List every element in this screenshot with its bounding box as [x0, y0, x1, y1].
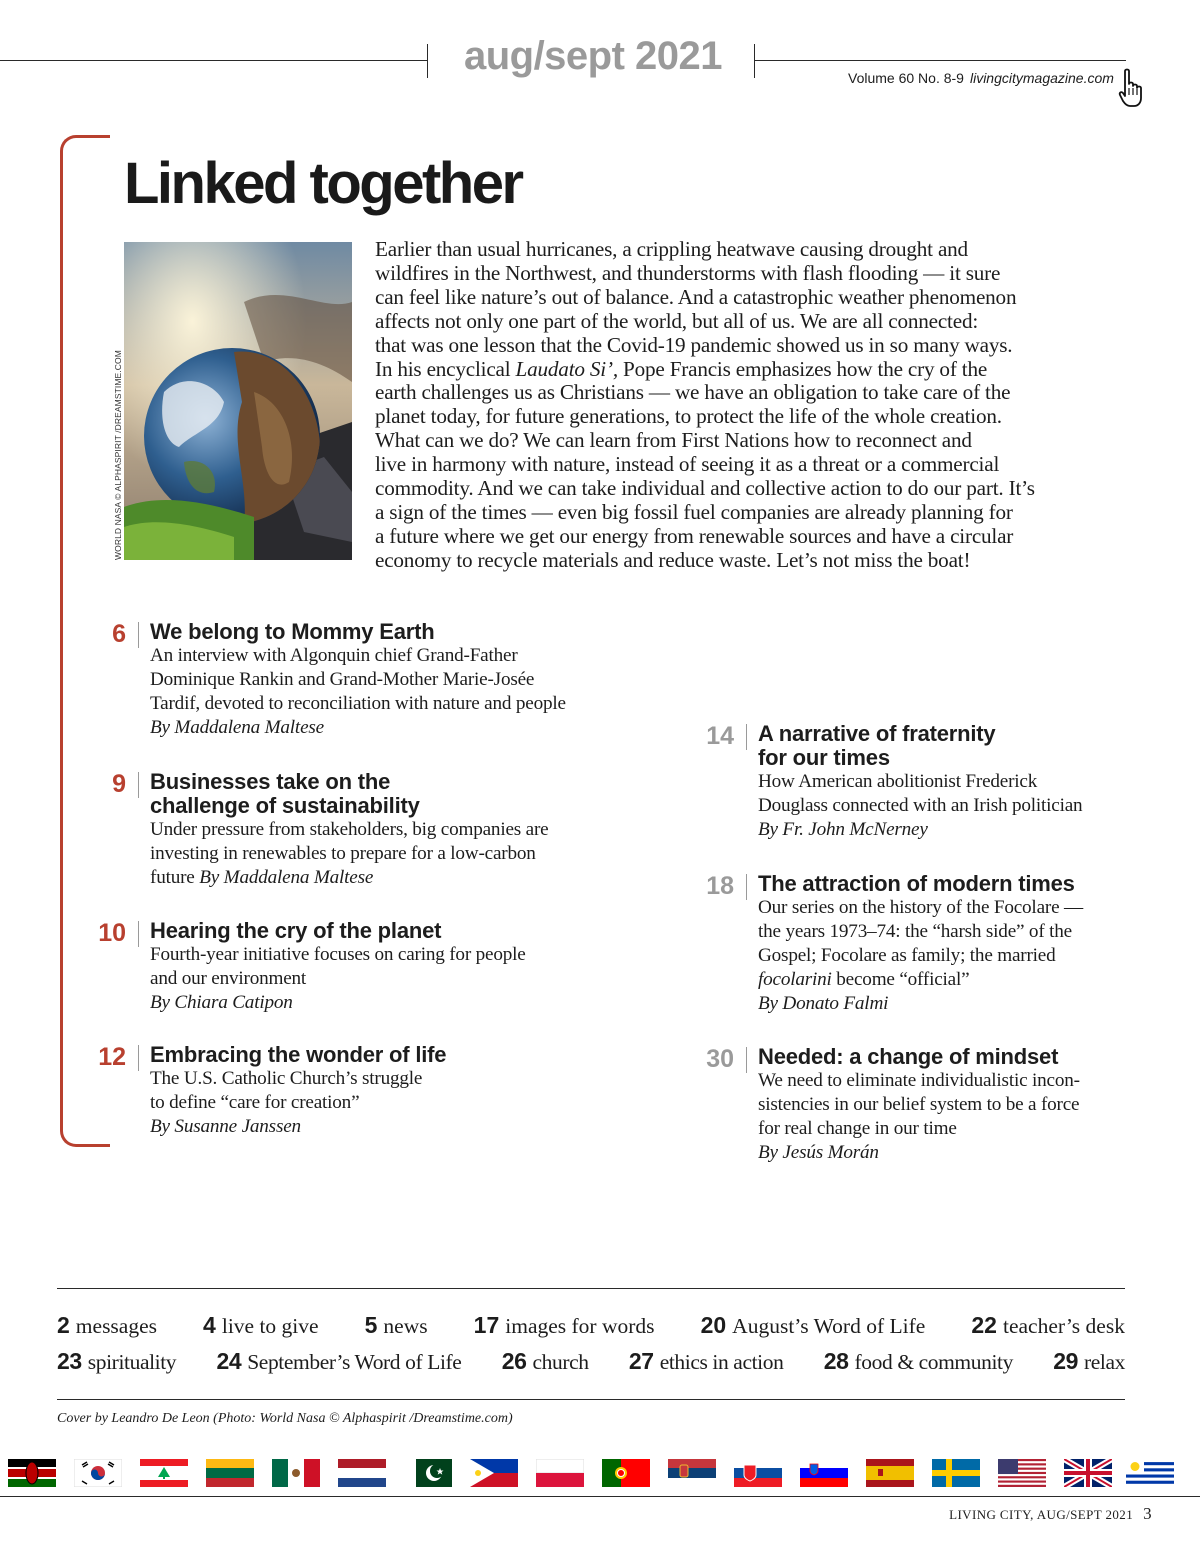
cover-credit: Cover by Leandro De Leon (Photo: World Nasa © Alphaspirit /Dreamstime.com): [57, 1411, 513, 1426]
issue-meta: [848, 70, 1114, 86]
department-name: news: [383, 1314, 428, 1338]
intro-line: affects not only one part of the world, but all of us. We are all connected:: [375, 308, 979, 333]
encyclical-title: Laudato Si’,: [515, 356, 618, 381]
article-desc-line: sistencies in our belief system to be a force: [758, 1094, 1080, 1115]
article-description: [758, 896, 1083, 1016]
article-page-number: 10: [98, 919, 126, 947]
departments-rule-top: [57, 1288, 1125, 1289]
article-desc-line: Tardif, devoted to reconciliation with nature and people: [150, 693, 566, 714]
divider: [746, 1047, 747, 1073]
departments-row: [57, 1312, 1125, 1339]
article-entry[interactable]: [98, 1042, 447, 1139]
pakistan-flag-icon: [404, 1459, 452, 1487]
department-page: 20: [700, 1312, 727, 1338]
department-link[interactable]: [57, 1348, 176, 1375]
section-bracket: [60, 135, 110, 1147]
lebanon-flag-icon: [140, 1459, 188, 1487]
department-name: church: [532, 1350, 589, 1374]
article-page-number: 30: [706, 1045, 734, 1073]
department-link[interactable]: [57, 1312, 157, 1339]
article-title: [150, 620, 566, 644]
intro-line: [375, 358, 1115, 382]
department-link[interactable]: [502, 1348, 589, 1375]
intro-line: commodity. And we can take individual and collective action to do our part. It’s: [375, 476, 1035, 501]
divider: [138, 921, 139, 947]
department-name: teacher’s desk: [1002, 1314, 1125, 1338]
article-title-line: Needed: a change of mindset: [758, 1044, 1059, 1069]
department-page: 4: [203, 1312, 216, 1338]
article-entry[interactable]: [112, 619, 566, 740]
article-page-number: 9: [112, 770, 126, 798]
website-link[interactable]: livingcitymagazine.com: [969, 70, 1114, 86]
south-korea-flag-icon: [74, 1459, 122, 1487]
department-page: 28: [823, 1348, 849, 1374]
article-desc-line: [150, 866, 548, 890]
department-link[interactable]: [824, 1348, 1013, 1375]
department-link[interactable]: [1053, 1348, 1125, 1375]
article-title: [758, 1045, 1080, 1069]
department-page: 23: [57, 1348, 82, 1374]
departments-rule-bottom: [57, 1399, 1125, 1400]
department-page: 2: [57, 1312, 70, 1338]
header-rule-left: [0, 60, 427, 61]
article-desc-text: become “official”: [831, 969, 970, 990]
slovakia-flag-icon: [734, 1459, 782, 1487]
article-desc-line: [758, 968, 1083, 992]
department-page: 26: [501, 1348, 527, 1374]
intro-text-segment: Pope Francis emphasizes how the cry of the: [617, 356, 988, 381]
department-page: 17: [473, 1312, 500, 1338]
article-page-number: 14: [706, 722, 734, 750]
article-desc-line: Douglass connected with an Irish politician: [758, 795, 1083, 816]
department-name: food & community: [854, 1350, 1013, 1374]
departments-row: [57, 1348, 1125, 1375]
article-desc-line: investing in renewables to prepare for a low-carbon: [150, 843, 536, 864]
article-byline: By Jesús Morán: [758, 1142, 879, 1163]
sweden-flag-icon: [932, 1459, 980, 1487]
netherlands-flag-icon: [338, 1459, 386, 1487]
intro-text: [375, 238, 1115, 573]
article-title-line: Hearing the cry of the planet: [150, 918, 442, 943]
article-entry[interactable]: [112, 769, 549, 890]
article-desc-line: Under pressure from stakeholders, big companies are: [150, 819, 549, 840]
feature-title: Linked together: [124, 151, 522, 216]
department-page: 24: [216, 1348, 242, 1374]
article-page-number: 18: [706, 872, 734, 900]
intro-line: live in harmony with nature, instead of seeing it as a threat or a commercial: [375, 452, 1000, 477]
article-title-line: A narrative of fraternity: [758, 721, 996, 746]
department-link[interactable]: [971, 1312, 1125, 1339]
article-byline: By Susanne Janssen: [150, 1116, 301, 1137]
spain-flag-icon: [866, 1459, 914, 1487]
article-page-number: 12: [98, 1043, 126, 1071]
article-page-number: 6: [112, 620, 126, 648]
article-desc-line: Our series on the history of the Focolare —: [758, 897, 1083, 918]
article-desc-italic: focolarini: [758, 969, 832, 990]
article-desc-line: the years 1973–74: the “harsh side” of the: [758, 921, 1072, 942]
department-page: 27: [628, 1348, 654, 1374]
intro-line: a sign of the times — even big fossil fuel companies are already planning for: [375, 499, 1013, 524]
intro-line: What can we do? We can learn from First Nations how to reconnect and: [375, 428, 972, 453]
article-desc-text: future: [150, 867, 195, 888]
divider: [746, 874, 747, 900]
article-desc-line: Dominique Rankin and Grand-Mother Marie-Josée: [150, 669, 535, 690]
article-byline: By Donato Falmi: [758, 993, 889, 1014]
intro-line: can feel like nature’s out of balance. And a catastrophic weather phenomenon: [375, 284, 1017, 309]
mexico-flag-icon: [272, 1459, 320, 1487]
article-entry[interactable]: [706, 871, 1083, 1016]
article-description: [758, 770, 1082, 842]
department-name: live to give: [221, 1314, 319, 1338]
article-title: [150, 1043, 446, 1067]
department-name: September’s Word of Life: [247, 1350, 462, 1374]
flags-strip: [8, 1459, 1174, 1487]
portugal-flag-icon: [602, 1459, 650, 1487]
intro-line: that was one lesson that the Covid-19 pandemic showed us in so many ways.: [375, 332, 1013, 357]
footer-rule: [0, 1496, 1200, 1497]
divider: [746, 724, 747, 750]
article-title-line: The attraction of modern times: [758, 871, 1075, 896]
article-description: [150, 818, 548, 890]
department-name: spirituality: [87, 1350, 177, 1374]
article-description: [758, 1069, 1080, 1165]
article-title-line: Embracing the wonder of life: [150, 1042, 447, 1067]
article-desc-line: Gospel; Focolare as family; the married: [758, 945, 1056, 966]
department-name: relax: [1084, 1350, 1125, 1374]
header-rule-right: [754, 60, 1126, 61]
article-title: [758, 722, 1082, 770]
lithuania-flag-icon: [206, 1459, 254, 1487]
article-entry[interactable]: [706, 1044, 1080, 1165]
issue-date: aug/sept 2021: [463, 34, 723, 78]
article-desc-line: How American abolitionist Frederick: [758, 771, 1038, 792]
article-desc-line: for real change in our time: [758, 1118, 957, 1139]
article-title-line: for our times: [758, 745, 890, 770]
running-title: LIVING CITY, AUG/SEPT 2021: [949, 1507, 1134, 1522]
serbia-flag-icon: [668, 1459, 716, 1487]
poland-flag-icon: [536, 1459, 584, 1487]
article-byline: By Maddalena Maltese: [150, 717, 324, 738]
article-description: [150, 644, 566, 740]
article-byline: By Fr. John McNerney: [758, 819, 928, 840]
hand-pointer-icon: [1118, 68, 1148, 115]
article-desc-line: The U.S. Catholic Church’s struggle: [150, 1068, 423, 1089]
page-footer: [949, 1504, 1152, 1524]
department-name: ethics in action: [659, 1350, 784, 1374]
article-title-line: challenge of sustainability: [150, 793, 420, 818]
volume-number: Volume 60 No. 8-9: [848, 70, 964, 86]
article-desc-line: Fourth-year initiative focuses on caring for people: [150, 944, 526, 965]
article-title: [758, 872, 1083, 896]
article-byline: By Chiara Catipon: [150, 992, 293, 1013]
department-page: 29: [1053, 1348, 1079, 1374]
header-tick-left: [427, 44, 428, 78]
divider: [138, 1045, 139, 1071]
department-name: images for words: [505, 1314, 655, 1338]
usa-flag-icon: [998, 1459, 1046, 1487]
article-title: [150, 919, 526, 943]
intro-text-segment: In his encyclical: [375, 356, 516, 381]
department-link[interactable]: [701, 1312, 926, 1339]
article-description: [150, 1067, 446, 1139]
department-name: August’s Word of Life: [732, 1314, 926, 1338]
uruguay-flag-icon: [1126, 1459, 1174, 1487]
intro-line: Earlier than usual hurricanes, a crippling heatwave causing drought and: [375, 237, 968, 261]
photo-credit: WORLD NASA © ALPHASPIRIT /DREAMSTIME.COM: [113, 350, 123, 560]
uk-flag-icon: [1064, 1459, 1112, 1487]
article-desc-line: to define “care for creation”: [150, 1092, 360, 1113]
article-byline: By Maddalena Maltese: [199, 867, 374, 888]
intro-line: a future where we get our energy from renewable sources and have a circular: [375, 523, 1014, 548]
article-title: [150, 770, 548, 818]
department-link[interactable]: [629, 1348, 784, 1375]
intro-line: planet today, for future generations, to protect the life of the whole creation.: [375, 404, 1002, 429]
slovenia-flag-icon: [800, 1459, 848, 1487]
department-page: 22: [971, 1312, 997, 1338]
department-link[interactable]: [365, 1312, 428, 1339]
intro-line: wildfires in the Northwest, and thunderstorms with flash flooding — it sure: [375, 260, 1001, 285]
header-tick-right: [754, 44, 755, 78]
article-desc-line: We need to eliminate individualistic incon-: [758, 1070, 1080, 1091]
divider: [138, 622, 139, 648]
department-link[interactable]: [203, 1312, 319, 1339]
article-desc-line: An interview with Algonquin chief Grand-Father: [150, 645, 518, 666]
page-number: 3: [1143, 1504, 1152, 1523]
divider: [138, 772, 139, 798]
intro-line: earth challenges us as Christians — we have an obligation to take care of the: [375, 380, 1011, 405]
article-entry[interactable]: [98, 918, 526, 1015]
philippines-flag-icon: [470, 1459, 518, 1487]
article-entry[interactable]: [706, 721, 1083, 842]
article-title-line: We belong to Mommy Earth: [150, 619, 435, 644]
department-page: 5: [364, 1312, 378, 1338]
department-name: messages: [75, 1314, 157, 1338]
kenya-flag-icon: [8, 1459, 56, 1487]
article-description: [150, 943, 526, 1015]
intro-line: economy to recycle materials and reduce waste. Let’s not miss the boat!: [375, 547, 971, 572]
department-link[interactable]: [216, 1348, 461, 1375]
article-desc-line: and our environment: [150, 968, 307, 989]
department-link[interactable]: [474, 1312, 655, 1339]
article-title-line: Businesses take on the: [150, 769, 391, 794]
earth-photo: [124, 242, 352, 560]
